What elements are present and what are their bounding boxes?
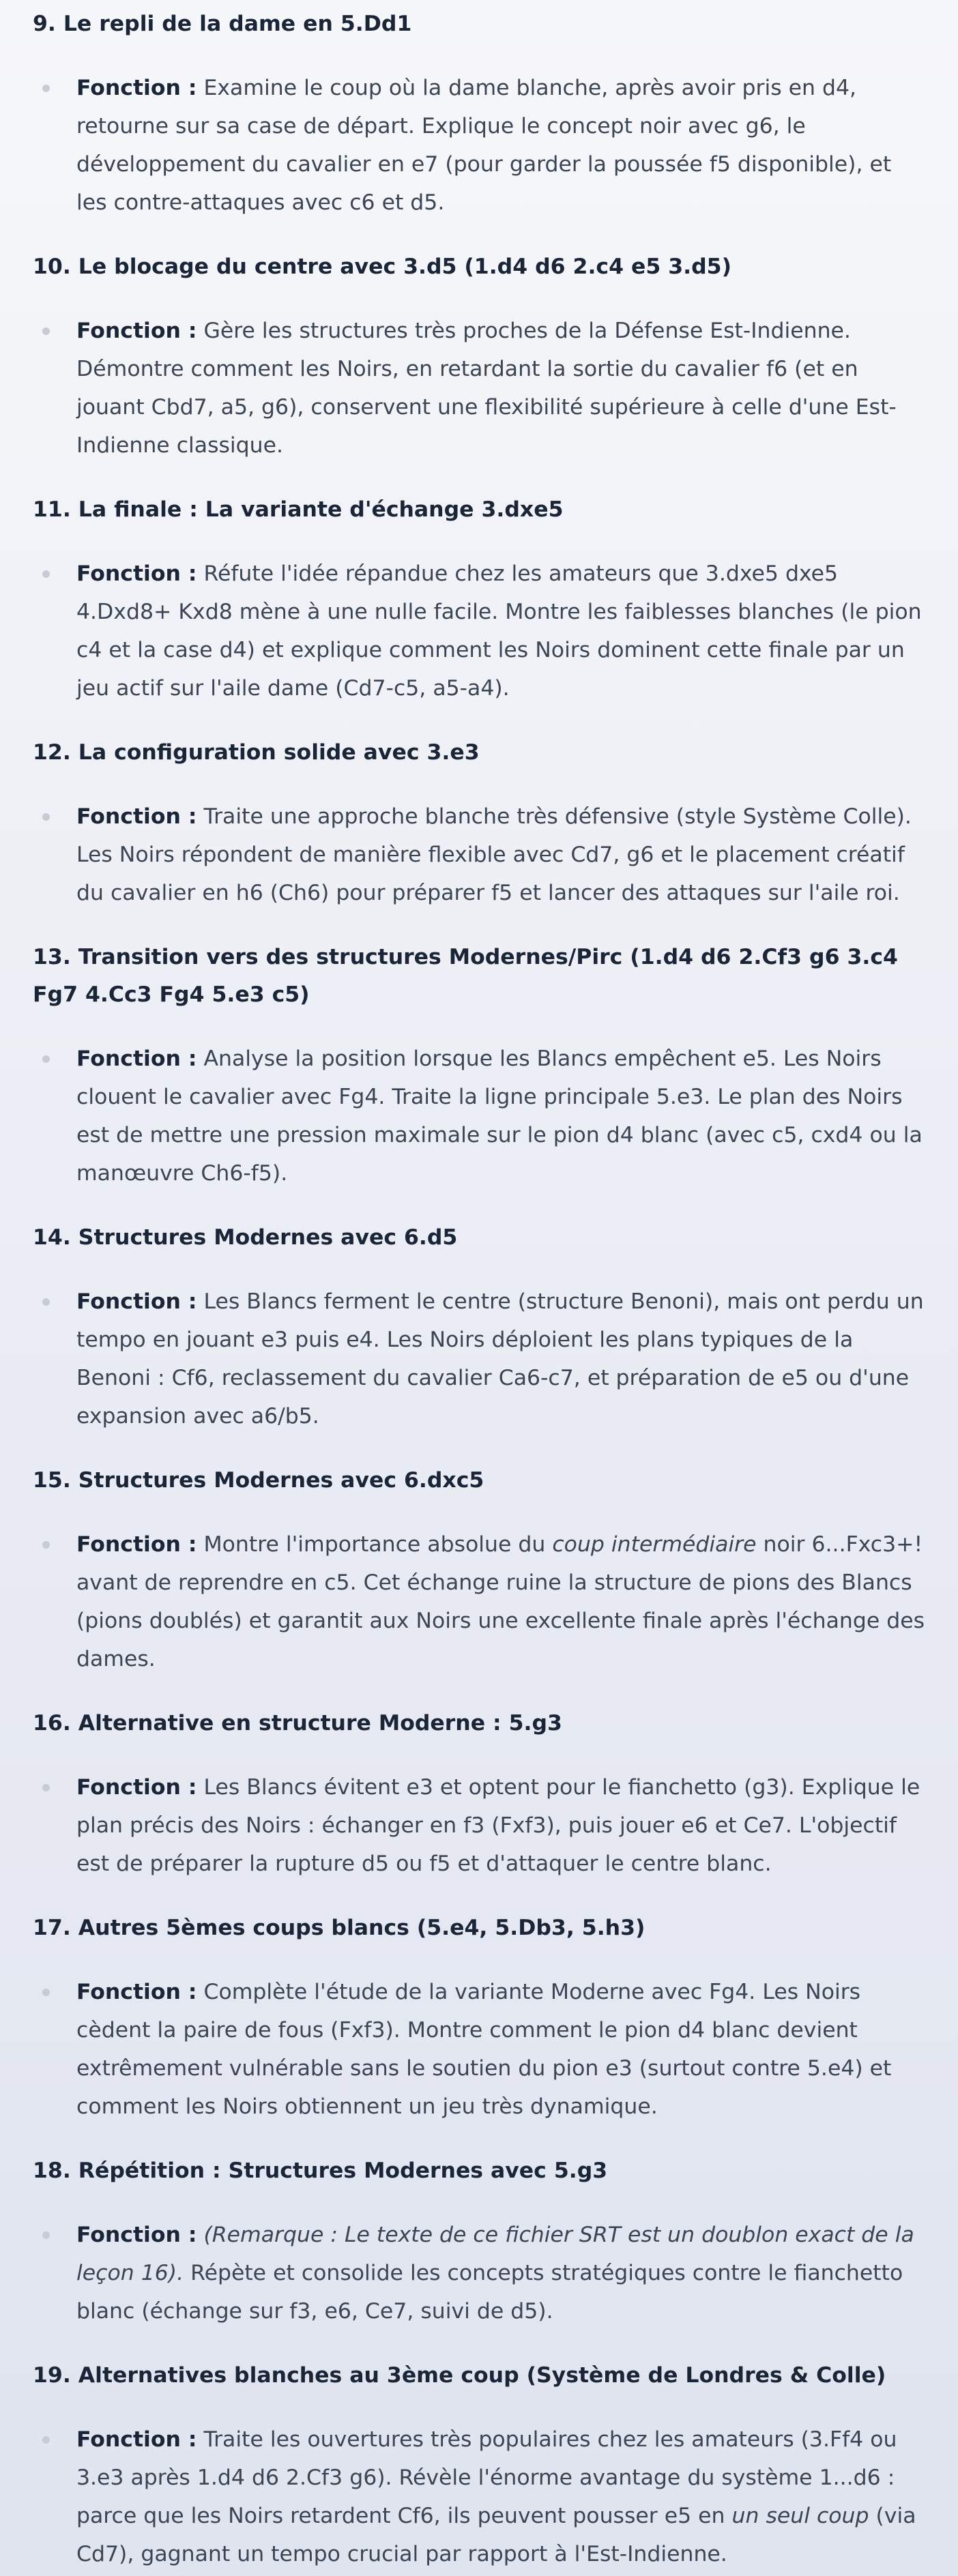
emphasis-text: (Remarque : Le texte de ce fichier SRT est un doublon exact de la leçon 16). — [76, 2223, 914, 2285]
function-label: Fonction : — [76, 319, 197, 343]
bullet-dot-icon — [42, 1055, 50, 1063]
description-text: noir 6...Fxc3+! avant de reprendre en c5. Cet échange ruine la structure de pions des Blancs (pions doublés) et garantit aux Noirs une excellente finale après l'échange des dames. — [76, 1532, 925, 1671]
list-item — [33, 1283, 925, 1435]
bullet-list — [33, 312, 925, 465]
function-label: Fonction : — [76, 1289, 197, 1314]
section-heading: 9. Le repli de la dame en 5.Dd1 — [33, 12, 412, 36]
bullet-dot-icon — [42, 2436, 50, 2444]
emphasis-text: coup intermédiaire — [552, 1532, 757, 1557]
description-text — [197, 2223, 203, 2247]
bullet-list — [33, 1768, 925, 1883]
bullet-list — [33, 1040, 925, 1192]
lesson-section — [33, 1909, 925, 2126]
description-text: Les Blancs ferment le centre (structure Benoni), mais ont perdu un tempo en jouant e3 puis e4. Les Noirs déploient les plans typiques de la Benoni : Cf6, reclassement du cavalier Ca6-c7, et préparation de e5 ou d'une expansion avec a6/b5. — [76, 1289, 924, 1429]
lesson-section — [33, 1219, 925, 1435]
list-item — [33, 1040, 925, 1192]
function-label: Fonction : — [76, 1980, 197, 2004]
description-text: Les Blancs évitent e3 et optent pour le fianchetto (g3). Explique le plan précis des Noirs : échanger en f3 (Fxf3), puis jouer e6 et Ce7. L'objectif est de préparer la rupture d5 ou f5 et d'attaquer le centre blanc. — [76, 1775, 920, 1876]
lesson-section — [33, 5, 925, 222]
bullet-dot-icon — [42, 327, 50, 335]
list-item — [33, 1768, 925, 1883]
lesson-section — [33, 1462, 925, 1678]
list-item — [33, 1973, 925, 2126]
bullet-dot-icon — [42, 1298, 50, 1306]
lesson-section — [33, 248, 925, 465]
function-label: Fonction : — [76, 76, 197, 100]
lesson-section — [33, 2152, 925, 2330]
description-text: Examine le coup où la dame blanche, après avoir pris en d4, retourne sur sa case de départ. Explique le concept noir avec g6, le développement du cavalier en e7 (pour garder la poussée f5 disponible), et les contre-attaques avec c6 et d5. — [76, 76, 892, 215]
bullet-dot-icon — [42, 1784, 50, 1791]
section-heading: 19. Alternatives blanches au 3ème coup (Système de Londres & Colle) — [33, 2363, 886, 2388]
list-item — [33, 1525, 925, 1678]
section-heading: 14. Structures Modernes avec 6.d5 — [33, 1225, 458, 1250]
lesson-section — [33, 1705, 925, 1883]
bullet-list — [33, 1525, 925, 1678]
bullet-dot-icon — [42, 85, 50, 92]
function-label: Fonction : — [76, 1532, 197, 1557]
bullet-dot-icon — [42, 1989, 50, 1996]
lesson-section — [33, 2357, 925, 2573]
section-heading: 11. La finale : La variante d'échange 3.dxe5 — [33, 497, 564, 522]
bullet-list — [33, 2216, 925, 2330]
bullet-list — [33, 1283, 925, 1435]
lesson-section — [33, 734, 925, 912]
description-text: Traite une approche blanche très défensive (style Système Colle). Les Noirs répondent de manière flexible avec Cd7, g6 et le placement créatif du cavalier en h6 (Ch6) pour préparer f5 et lancer des attaques sur l'aile roi. — [76, 804, 912, 905]
bullet-list — [33, 797, 925, 912]
section-heading: 15. Structures Modernes avec 6.dxc5 — [33, 1468, 484, 1493]
section-heading: 12. La configuration solide avec 3.e3 — [33, 740, 480, 765]
section-heading: 16. Alternative en structure Moderne : 5.g3 — [33, 1711, 562, 1736]
section-heading: 13. Transition vers des structures Modernes/Pirc (1.d4 d6 2.Cf3 g6 3.c4 Fg7 4.Cc3 Fg4 5.e3 c5) — [33, 945, 898, 1007]
function-label: Fonction : — [76, 1775, 197, 1800]
description-text: Traite les ouvertures très populaires chez les amateurs (3.Ff4 ou 3.e3 après 1.d4 d6 2.Cf3 g6). Révèle l'énorme avantage du système 1...d6 : parce que les Noirs retardent Cf6, ils peuvent pousser e5 en — [76, 2427, 897, 2528]
bullet-list — [33, 2420, 925, 2573]
description-text: Répète et consolide les concepts stratégiques contre le fianchetto blanc (échange sur f3, e6, Ce7, suivi de d5). — [76, 2261, 903, 2324]
description-text: Montre l'importance absolue du — [197, 1532, 553, 1557]
bullet-dot-icon — [42, 1541, 50, 1549]
list-item — [33, 797, 925, 912]
function-label: Fonction : — [76, 561, 197, 586]
list-item — [33, 2216, 925, 2330]
lesson-section — [33, 491, 925, 707]
section-heading: 18. Répétition : Structures Modernes avec 5.g3 — [33, 2158, 608, 2183]
bullet-dot-icon — [42, 2231, 50, 2239]
list-item — [33, 555, 925, 707]
section-heading: 10. Le blocage du centre avec 3.d5 (1.d4 d6 2.c4 e5 3.d5) — [33, 254, 731, 279]
function-label: Fonction : — [76, 2223, 197, 2247]
list-item — [33, 69, 925, 222]
list-item — [33, 312, 925, 465]
function-label: Fonction : — [76, 1046, 197, 1071]
bullet-list — [33, 69, 925, 222]
description-text: Complète l'étude de la variante Moderne avec Fg4. Les Noirs cèdent la paire de fous (Fxf3). Montre comment le pion d4 blanc devient extrêmement vulnérable sans le soutien du pion e3 (surtout contre 5.e4) et comment les Noirs obtiennent un jeu très dynamique. — [76, 1980, 892, 2119]
description-text: (via Cd7), gagnant un tempo crucial par rapport à l'Est-Indienne. — [76, 2504, 916, 2566]
function-label: Fonction : — [76, 804, 197, 829]
bullet-dot-icon — [42, 813, 50, 821]
list-item — [33, 2420, 925, 2573]
function-label: Fonction : — [76, 2427, 197, 2452]
emphasis-text: un seul coup — [731, 2504, 869, 2528]
bullet-list — [33, 555, 925, 707]
lesson-section — [33, 939, 925, 1192]
description-text: Gère les structures très proches de la Défense Est-Indienne. Démontre comment les Noirs, en retardant la sortie du cavalier f6 (et en jouant Cbd7, a5, g6), conservent une flexibilité supérieure à celle d'une Est-Indienne classique. — [76, 319, 897, 458]
bullet-dot-icon — [42, 570, 50, 578]
section-heading: 17. Autres 5èmes coups blancs (5.e4, 5.Db3, 5.h3) — [33, 1916, 645, 1940]
description-text: Réfute l'idée répandue chez les amateurs que 3.dxe5 dxe5 4.Dxd8+ Kxd8 mène à une nulle facile. Montre les faiblesses blanches (le pion c4 et la case d4) et explique comment les Noirs dominent cette finale par un jeu actif sur l'aile dame (Cd7-c5, a5-a4). — [76, 561, 922, 701]
description-text: Analyse la position lorsque les Blancs empêchent e5. Les Noirs clouent le cavalier avec Fg4. Traite la ligne principale 5.e3. Le plan des Noirs est de mettre une pression maximale sur le pion d4 blanc (avec c5, cxd4 ou la manœuvre Ch6-f5). — [76, 1046, 923, 1186]
bullet-list — [33, 1973, 925, 2126]
